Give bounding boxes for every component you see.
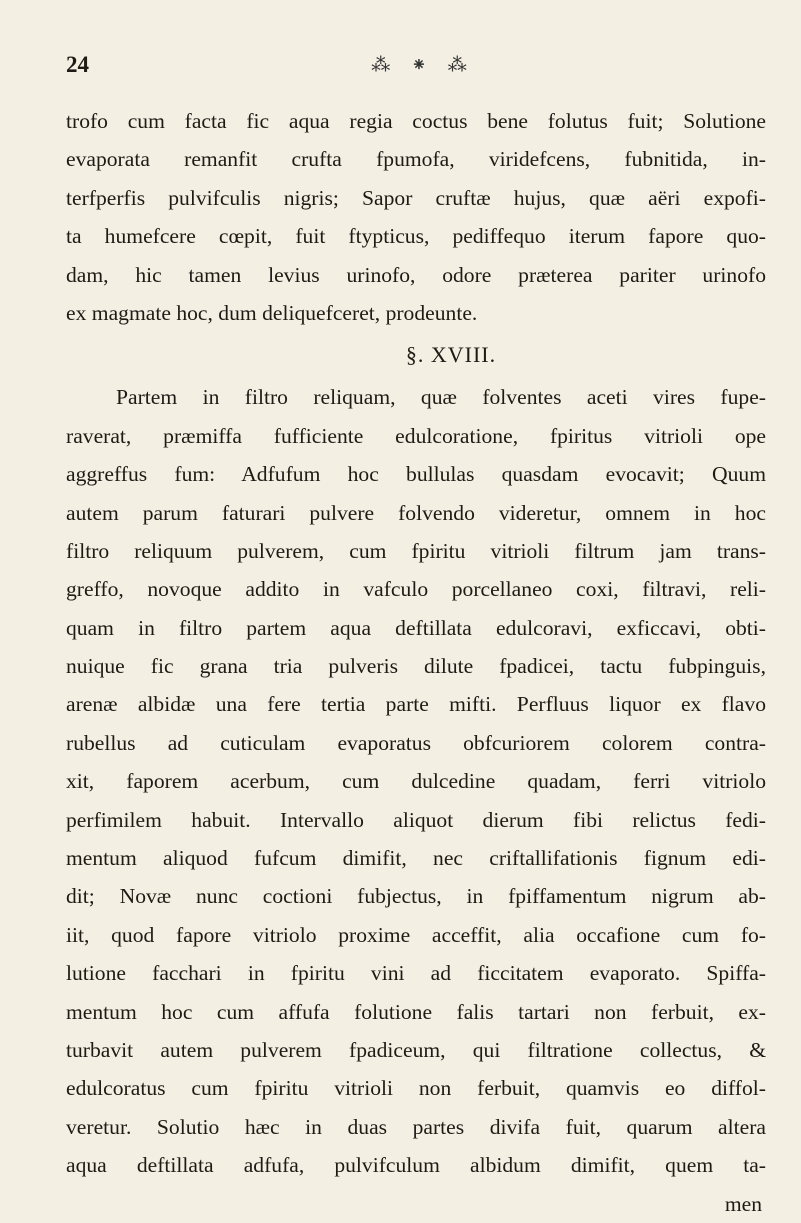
catchword: men [724,1191,762,1216]
text-line: rubellus ad cuticulam evaporatus obfcuriorem colorem contra- [66,730,766,755]
text-line: perfimilem habuit. Intervallo aliquot dierum fibi relictus fedi- [66,807,766,832]
text-line: dit; Novæ nunc coctioni fubjectus, in fpiffamentum nigrum ab- [66,884,766,909]
body-text [66,102,766,1223]
paragraph-2 [66,378,766,1184]
text-line: xit, faporem acerbum, cum dulcedine quadam, ferri vitriolo [66,769,766,794]
text-line: autem parum faturari pulvere folvendo videretur, omnem in hoc [66,500,766,525]
page-header [0,52,801,92]
text-line: aggreffus fum: Adfufum hoc bullulas quasdam evocavit; Quum [66,462,766,487]
text-line: lutione facchari in fpiritu vini ad ficcitatem evaporato. Spiffa- [66,961,766,986]
text-line: greffo, novoque addito in vafculo porcellaneo coxi, filtravi, reli- [66,577,766,602]
text-line: iit, quod fapore vitriolo proxime acceffit, alia occafione cum fo- [66,922,766,947]
text-line: edulcoratus cum fpiritu vitrioli non ferbuit, quamvis eo diffol- [66,1076,766,1101]
text-line: arenæ albidæ una fere tertia parte mifti. Perfluus liquor ex flavo [66,692,766,717]
text-line: nuique fic grana tria pulveris dilute fpadicei, tactu fubpinguis, [66,654,766,679]
text-line: terfperfis pulvifculis nigris; Sapor cruftæ hujus, quæ aëri expofi- [66,185,766,210]
text-line: mentum hoc cum affufa folutione falis tartari non ferbuit, ex- [66,999,766,1024]
text-line: ta humefcere cœpit, fuit ftypticus, pediffequo iterum fapore quo- [66,224,766,249]
header-ornament: ⁂ ⁕ ⁂ [371,55,475,76]
text-line: trofo cum facta fic aqua regia coctus bene folutus fuit; Solutione [66,109,766,133]
section-heading: §. XVIII. [405,342,497,368]
text-line: evaporata remanfit crufta fpumofa, viridefcens, fubnitida, in- [66,147,766,172]
text-line: mentum aliquod fufcum dimifit, nec criftallifationis fignum edi- [66,846,766,871]
page-number: 24 [66,52,89,77]
text-line: filtro reliquum pulverem, cum fpiritu vitrioli filtrum jam trans- [66,538,766,563]
text-line: raverat, præmiffa fufficiente edulcoratione, fpiritus vitrioli ope [66,423,766,448]
text-line: turbavit autem pulverem fpadiceum, qui filtratione collectus, & [66,1037,766,1062]
text-line: veretur. Solutio hæc in duas partes divifa fuit, quarum altera [66,1114,766,1139]
text-line: quam in filtro partem aqua deftillata edulcoravi, exficcavi, obti- [66,615,766,640]
paragraph-1 [66,102,766,332]
text-line: Partem in filtro reliquam, quæ folventes aceti vires fupe- [116,385,766,410]
text-line: dam, hic tamen levius urinofo, odore præterea pariter urinofo [66,262,766,287]
text-line: ex magmate hoc, dum deliquefceret, prodeunte. [66,300,478,325]
text-line: aqua deftillata adfufa, pulvifculum albidum dimifit, quem ta- [66,1153,766,1178]
